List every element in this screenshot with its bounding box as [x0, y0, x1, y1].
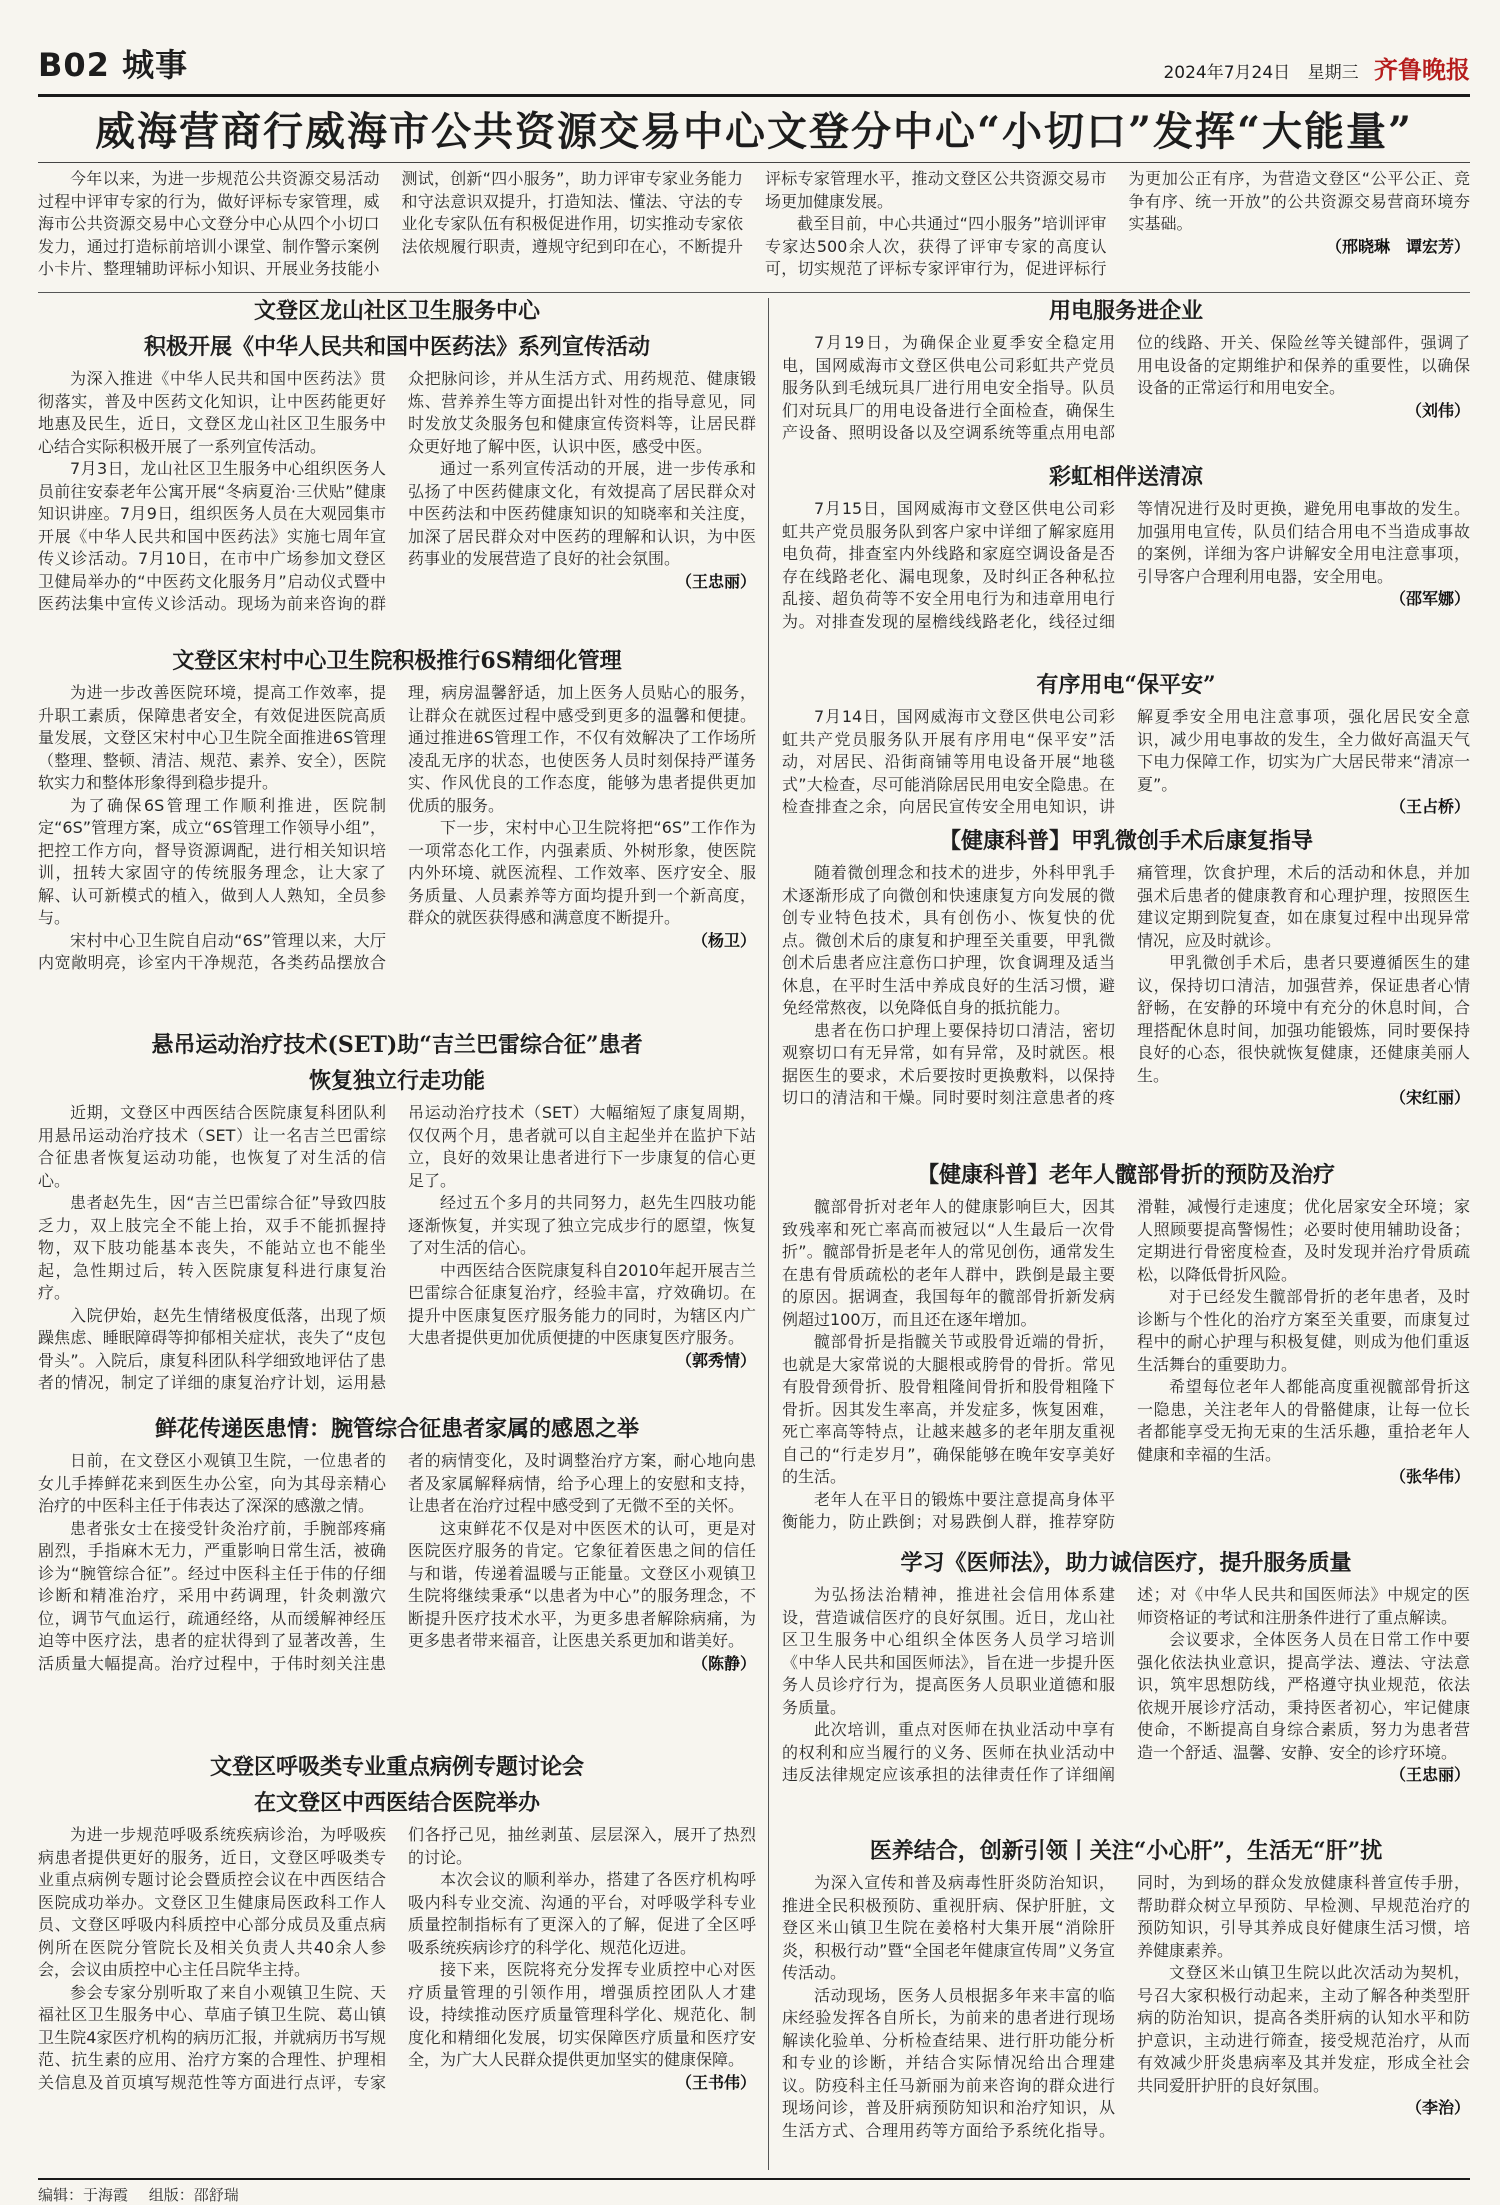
article-physician-law [782, 1548, 1470, 1830]
paragraph: 参会专家分别听取了来自小观镇卫生院、天福社区卫生服务中心、草庙子镇卫生院、葛山镇卫生院4家医疗机构的病历汇报，并就病历书写规范、抗生素的应用、治疗方案的合理性、护理相关信息及首页填写规范性等方面进行点评，专家们各抒己见，抽丝剥茧、层层深入，展开了热烈的讨论。 [38, 1825, 756, 2092]
article-title: 有序用电“保平安” [1036, 672, 1216, 698]
paragraph: 7月19日，为确保企业夏季安全稳定用电，国网威海市文登区供电公司彩虹共产党员服务队到毛绒玩具厂进行用电安全指导。队员们对玩具厂的用电设备进行全面检查，确保生产设备、照明设备以及空调系统等重点用电部位的线路、开关、保险丝等关键部件，强调了用电设备的定期维护和保养的重要性，以确保设备的正常运行和用电安全。 [782, 333, 1470, 442]
paragraph: 为进一步改善医院环境，提高工作效率，提升职工素质，保障患者安全，有效促进医院高质量发展，文登区宋村中心卫生院全面推进6S管理（整理、整顿、清洁、规范、素养、安全），医院软实力和整体形象得到稳步提升。 [38, 683, 386, 792]
paragraph: 髋部骨折是指髋关节或股骨近端的骨折，也就是大家常说的大腿根或胯骨的骨折。常见有股骨颈骨折、股骨粗隆间骨折和股骨粗隆下骨折。因其发生率高，并发症多，恢复困难，死亡率高等特点，让越来越多的老年朋友重视自己的“行走岁月”，确保能够在晚年安享美好的生活。 [782, 1332, 1115, 1486]
article-body [38, 1824, 756, 2094]
page-headline: 威海营商行威海市公共资源交易中心文登分中心“小切口”发挥“大能量” [38, 100, 1470, 163]
article-subtitle: 恢复独立行走功能 [308, 1068, 485, 1094]
paragraph: 宋村中心卫生院自启动“6S”管理以来，大厅内宽敞明亮，诊室内干净规范，各类药品摆放合理，病房温馨舒适，加上医务人员贴心的服务，让群众在就医过程中感受到更多的温馨和便捷。通过推进6S管理工作，不仅有效解决了工作场所凌乱无序的状态，也使医务人员时刻保持严谨务实、作风优良的工作态度，能够为患者提供更加优质的服务。 [38, 683, 756, 972]
author-byline: （杨卫） [691, 930, 756, 950]
article-thyroid-recovery [782, 826, 1470, 1156]
weekday: 星期三 [1307, 63, 1359, 83]
editor-credit: 编辑：于海霞 [38, 2186, 129, 2204]
author-byline: （张华伟） [1389, 1467, 1470, 1486]
article-respiratory-seminar [38, 1752, 756, 2172]
paragraph: 今年以来，为进一步规范公共资源交易活动过程中评审专家的行为，做好评标专家管理，威海市公共资源交易中心文登分中心从四个小切口发力，通过打造标前培训小课堂、制作警示案例小卡片、整理辅助评标小知识、开展业务技能小测试，创新“四小服务”，助力评审专家业务能力和守法意识双提升，打造知法、懂法、守法的专业化专家队伍有积极促进作用，切实推动专家依法依规履行职责，遵规守纪到印在心，不断提升评标专家管理水平，推动文登区公共资源交易市场更加健康发展。 [38, 169, 1107, 278]
article-title: 鲜花传递医患情：腕管综合征患者家属的感恩之举 [154, 1416, 639, 1442]
paragraph: 7月3日，龙山社区卫生服务中心组织医务人员前往安泰老年公寓开展“冬病夏治·三伏贴”健康知识讲座。7月9日，组织医务人员在大观园集市开展《中华人民共和国中医药法》实施七周年宣传义诊活动。7月10日，在市中广场参加文登区卫健局举办的“中医药文化服务月”启动仪式暨中医药法集中宣传义诊活动。现场为前来咨询的群众把脉问诊，并从生活方式、用药规范、健康锻炼、营养养生等方面提出针对性的指导意见，同时发放艾灸服务包和健康宣传资料等，让居民群众更好地了解中医，认识中医，感受中医。 [38, 369, 756, 613]
paragraph: 文登区米山镇卫生院以此次活动为契机，号召大家积极行动起来，主动了解各种类型肝病的防治知识，提高各类肝病的认知水平和防护意识，主动进行筛查，接受规范治疗，从而有效减少肝炎患病率及其并发症，形成全社会共同爱肝护肝的良好氛围。 [1137, 1963, 1470, 2095]
paragraph: 患者赵先生，因“吉兰巴雷综合征”导致四肢乏力，双上肢完全不能上抬，双手不能抓握持物，双下肢功能基本丧失，不能站立也不能坐起，急性期过后，转入医院康复科进行康复治疗。 [38, 1193, 386, 1302]
article-body [782, 1872, 1470, 2142]
article-body [782, 862, 1470, 1110]
article-title: 【健康科普】甲乳微创手术后康复指导 [938, 828, 1313, 854]
article-set-therapy [38, 1030, 756, 1406]
article-body [782, 332, 1470, 445]
article-title: 文登区宋村中心卫生院积极推行6S精细化管理 [172, 648, 622, 674]
article-power-enterprise [782, 296, 1470, 452]
author-byline: （郭秀情） [675, 1350, 756, 1370]
article-songcun-6s [38, 646, 756, 1022]
paragraph: 经过五个多月的共同努力，赵先生四肢功能逐渐恢复，并实现了独立完成步行的愿望，恢复了对生活的信心。 [408, 1193, 756, 1257]
paragraph: 随着微创理念和技术的进步，外科甲乳手术逐渐形成了向微创和快速康复方向发展的微创专业特色技术，具有创伤小、恢复快的优点。微创术后的康复和护理至关重要，甲乳微创术后患者应注意伤口护理，饮食调理及适当休息，在平时生活中养成良好的生活习惯，避免经常熬夜，以免降低自身的抵抗能力。 [782, 863, 1115, 1017]
article-title: 学习《医师法》，助力诚信医疗，提升服务质量 [900, 1550, 1352, 1576]
paragraph: 老年人在平日的锻炼中要注意提高身体平衡能力，防止跌倒；对易跌倒人群，推荐穿防滑鞋，减慢行走速度；优化居家安全环境；家人照顾要提高警惕性；必要时使用辅助设备；定期进行骨密度检查，及时发现并治疗骨质疏松，以降低骨折风险。 [782, 1197, 1470, 1531]
author-byline: （王书伟） [675, 2072, 756, 2092]
newspaper-brand: 齐鲁晚报 [1374, 55, 1470, 84]
paragraph: 下一步，宋村中心卫生院将把“6S”工作作为一项常态化工作，内强素质、外树形象，使医院内外环境、就医流程、工作效率、医疗安全、服务质量、人员素养等方面均提升到一个新高度，群众的就医获得感和满意度不断提升。 [408, 818, 756, 927]
paragraph: 希望每位老年人都能高度重视髋部骨折这一隐患，关注老年人的骨骼健康，让每一位长者都能享受无拘无束的生活乐趣，重拾老年人健康和幸福的生活。 [1137, 1377, 1470, 1464]
issue-date: 2024年7月24日 [1163, 63, 1291, 83]
article-subtitle: 积极开展《中华人民共和国中医药法》系列宣传活动 [143, 334, 650, 360]
article-title: 文登区龙山社区卫生服务中心 [253, 298, 540, 324]
article-subtitle: 在文登区中西医结合医院举办 [253, 1790, 540, 1816]
section-label: B02 城事 [38, 46, 189, 84]
paragraph: 患者在伤口护理上要保持切口清洁，密切观察切口有无异常，如有异常，及时就医。根据医生的要求，术后要按时更换敷料，以保持切口的清洁和干燥。同时要时刻注意患者的疼痛管理，饮食护理，术后的活动和休息，并加强术后患者的健康教育和心理护理，按照医生建议定期到院复查，如在康复过程中出现异常情况，应及时就诊。 [782, 863, 1470, 1107]
paragraph: 为弘扬法治精神，推进社会信用体系建设，营造诚信医疗的良好氛围。近日，龙山社区卫生服务中心组织全体医务人员学习培训《中华人民共和国医师法》，旨在进一步提升医务人员诊疗行为，提高医务人员职业道德和服务质量。 [782, 1585, 1115, 1717]
paragraph: 为了确保6S管理工作顺利推进，医院制定“6S”管理方案，成立“6S管理工作领导小组”，把控工作方向，督导资源调配，进行相关知识培训，扭转大家固守的传统服务理念，让大家了解、认可新模式的植入，做到人人熟知，全员参与。 [38, 795, 386, 927]
paragraph: 入院伊始，赵先生情绪极度低落，出现了烦躁焦虑、睡眠障碍等抑郁相关症状，丧失了“皮包骨头”。入院后，康复科团队科学细致地评估了患者的情况，制定了详细的康复治疗计划，运用悬吊运动治疗技术（SET）大幅缩短了康复周期，仅仅两个月，患者就可以自主起坐并在监护下站立，良好的效果让患者进行下一步康复的信心更足了。 [38, 1103, 756, 1392]
paragraph: 活动现场，医务人员根据多年来丰富的临床经验发挥各自所长，为前来的患者进行现场解读化验单、分析检查结果、进行肝功能分析和专业的诊断，并结合实际情况给出合理建议。防疫科主任马新丽为前来咨询的群众进行现场问诊，普及肝病预防知识和治疗知识，从生活方式、合理用药等方面给予系统化指导。同时，为到场的群众发放健康科普宣传手册，帮助群众树立早预防、早检测、早规范治疗的预防知识，引导其养成良好健康生活习惯，培养健康素养。 [782, 1873, 1470, 2140]
article-body [782, 1584, 1470, 1787]
article-body [38, 1102, 756, 1395]
article-title: 医养结合，创新引领丨关注“小心肝”，生活无“肝”扰 [869, 1838, 1383, 1864]
paragraph: 这束鲜花不仅是对中医医术的认可，更是对医院医疗服务的肯定。它象征着医患之间的信任与和谐，传递着温暖与正能量。文登区小观镇卫生院将继续秉承“以患者为中心”的服务理念，不断提升医疗技术水平，为更多患者解除病痛，为更多患者带来福音，让医患关系更加和谐美好。 [408, 1518, 756, 1650]
paragraph: 日前，在文登区小观镇卫生院，一位患者的女儿手捧鲜花来到医生办公室，向为其母亲精心治疗的中医科主任于伟表达了深深的感激之情。 [38, 1451, 386, 1515]
paragraph: 近期，文登区中西医结合医院康复科团队利用悬吊运动治疗技术（SET）让一名吉兰巴雷综合征患者恢复运动功能，也恢复了对生活的信心。 [38, 1103, 386, 1190]
paragraph: 为进一步规范呼吸系统疾病诊治，为呼吸疾病患者提供更好的服务，近日，文登区呼吸类专业重点病例专题讨论会暨质控会议在中西医结合医院成功举办。文登区卫生健康局医政科工作人员、文登区呼吸内科质控中心部分成员及重点病例所在医院分管院长及相关负责人共40余人参会，会议由质控中心主任吕院华主持。 [38, 1825, 386, 1979]
paragraph: 本次会议的顺利举办，搭建了各医疗机构呼吸内科专业交流、沟通的平台，对呼吸学科专业质量控制指标有了更深入的了解，促进了全区呼吸系统疾病诊疗的科学化、规范化迈进。 [408, 1870, 756, 1957]
article-longshan-tcm [38, 296, 756, 636]
article-body [38, 1450, 756, 1675]
paragraph: 会议要求，全体医务人员在日常工作中要强化依法执业意识，提高学法、遵法、守法意识，筑牢思想防线，严格遵守执业规范，依法依规开展诊疗活动，秉持医者初心，牢记健康使命，不断提高自身综合素质，努力为患者营造一个舒适、温馨、安静、安全的诊疗环境。 [1137, 1630, 1470, 1762]
paragraph: 7月15日，国网威海市文登区供电公司彩虹共产党员服务队到客户家中详细了解家庭用电负荷，排查室内外线路和家庭空调设备是否存在线路老化、漏电现象，及时纠正各种私拉乱接、超负荷等不安全用电行为和违章用电行为。对排查发现的屋檐线线路老化，线径过细等情况进行及时更换，避免用电事故的发生。加强用电宣传，队员们结合用电不当造成事故的案例，详细为客户讲解安全用电注意事项，引导客户合理利用电器，安全用电。 [782, 499, 1470, 631]
author-byline: （邢晓琳 谭宏芳） [1325, 236, 1470, 256]
dateline [1163, 50, 1470, 85]
article-flower-gratitude [38, 1414, 756, 1744]
author-byline: （陈静） [691, 1653, 756, 1673]
paragraph: 髋部骨折对老年人的健康影响巨大，因其致残率和死亡率高而被冠以“人生最后一次骨折”。髋部骨折是老年人的常见创伤，通常发生在患有骨质疏松的老年人群中，跌倒是最主要的原因。据调查，我国每年的髋部骨折新发病例超过100万，而且还在逐年增加。 [782, 1197, 1115, 1329]
author-byline: （李治） [1405, 2098, 1470, 2117]
paragraph: 为深入宣传和普及病毒性肝炎防治知识，推进全民积极预防、重视肝病、保护肝脏，文登区米山镇卫生院在姜格村大集开展“消除肝炎，积极行动”暨“全国老年健康宣传周”义务宣传活动。 [782, 1873, 1115, 1982]
article-hip-fracture [782, 1160, 1470, 1540]
article-orderly-power [782, 670, 1470, 820]
article-body [782, 498, 1470, 633]
lead-article [38, 168, 1470, 290]
article-body [782, 706, 1470, 819]
article-body [38, 682, 756, 975]
author-byline: （王忠丽） [675, 571, 756, 591]
paragraph: 截至目前，中心共通过“四小服务”培训评审专家达500余人次，获得了评审专家的高度认可，切实规范了评标专家评审行为，促进评标行为更加公正有序，为营造文登区“公平公正、竞争有序、统一开放”的公共资源交易营商环境夯实基础。 [765, 169, 1470, 278]
paragraph: 7月14日，国网威海市文登区供电公司彩虹共产党员服务队开展有序用电“保平安”活动，对居民、沿街商铺等用电设备开展“地毯式”大检查，尽可能消除居民用电安全隐患。在检查排查之余，向居民宣传安全用电知识，讲解夏季安全用电注意事项，强化居民安全意识，减少用电事故的发生，全力做好高温天气下电力保障工作，切实为广大居民带来“清凉一夏”。 [782, 707, 1470, 816]
divider [38, 292, 1470, 293]
article-body [38, 368, 756, 616]
article-body [782, 1196, 1470, 1534]
author-byline: （邵军娜） [1389, 589, 1470, 608]
column-divider [768, 298, 769, 2170]
article-title: 彩虹相伴送清凉 [1048, 464, 1203, 490]
author-byline: （刘伟） [1405, 400, 1470, 420]
paragraph: 为深入推进《中华人民共和国中医药法》贯彻落实，普及中医药文化知识，让中医药能更好地惠及民生，近日，文登区龙山社区卫生服务中心结合实际积极开展了一系列宣传活动。 [38, 369, 386, 456]
article-body [38, 168, 1470, 281]
author-byline: （宋红丽） [1389, 1088, 1470, 1107]
paragraph: 中西医结合医院康复科自2010年起开展吉兰巴雷综合征康复治疗，经验丰富，疗效确切。在提升中医康复医疗服务能力的同时，为辖区内广大患者提供更加优质便捷的中医康复医疗服务。 [408, 1260, 756, 1347]
article-title: 文登区呼吸类专业重点病例专题讨论会 [209, 1754, 584, 1780]
paragraph: 对于已经发生髋部骨折的老年患者，及时诊断与个性化的治疗方案至关重要，而康复过程中的耐心护理与积极复健，则成为他们重返生活舞台的重要助力。 [1137, 1287, 1470, 1374]
article-title: 悬吊运动治疗技术(SET)助“吉兰巴雷综合征”患者 [151, 1032, 643, 1058]
author-byline: （王占桥） [1389, 797, 1470, 816]
page-footer [38, 2178, 1470, 2205]
masthead [38, 36, 1470, 97]
article-title: 用电服务进企业 [1048, 298, 1203, 324]
article-rainbow-cool [782, 462, 1470, 662]
article-liver-health [782, 1836, 1470, 2172]
paragraph: 此次培训，重点对医师在执业活动中享有的权利和应当履行的义务、医师在执业活动中违反法律规定应该承担的法律责任作了详细阐述；对《中华人民共和国医师法》中规定的医师资格证的考试和注册条件进行了重点解读。 [782, 1585, 1470, 1784]
paragraph: 通过一系列宣传活动的开展，进一步传承和弘扬了中医药健康文化，有效提高了居民群众对中医药法和中医药健康知识的知晓率和关注度，加深了居民群众对中医药的理解和认识，为中医药事业的发展营造了良好的社会氛围。 [408, 459, 756, 568]
paragraph: 患者张女士在接受针灸治疗前，手腕部疼痛剧烈，手指麻木无力，严重影响日常生活，被确诊为“腕管综合征”。经过中医科主任于伟的仔细诊断和精准治疗，采用中药调理，针灸刺激穴位，调节气血运行，疏通经络，从而缓解神经压迫等中医疗法，患者的症状得到了显著改善，生活质量大幅提高。治疗过程中，于伟时刻关注患者的病情变化，及时调整治疗方案，耐心地向患者及家属解释病情，给予心理上的安慰和支持，让患者在治疗过程中感受到了无微不至的关怀。 [38, 1451, 756, 1673]
layout-credit: 组版：邵舒瑞 [148, 2186, 239, 2204]
paragraph: 甲乳微创手术后，患者只要遵循医生的建议，保持切口清洁，加强营养，保证患者心情舒畅，在安静的环境中有充分的休息时间，合理搭配休息时间，加强功能锻炼，同时要保持良好的心态，很快就恢复健康，还健康美丽人生。 [1137, 953, 1470, 1085]
paragraph: 接下来，医院将充分发挥专业质控中心对医疗质量管理的引领作用，增强质控团队人才建设，持续推动医疗质量管理科学化、规范化、制度化和精细化发展，切实保障医疗质量和医疗安全，为广大人民群众提供更加坚实的健康保障。 [408, 1960, 756, 2069]
author-byline: （王忠丽） [1389, 1765, 1470, 1784]
article-title: 【健康科普】老年人髋部骨折的预防及治疗 [916, 1162, 1335, 1188]
